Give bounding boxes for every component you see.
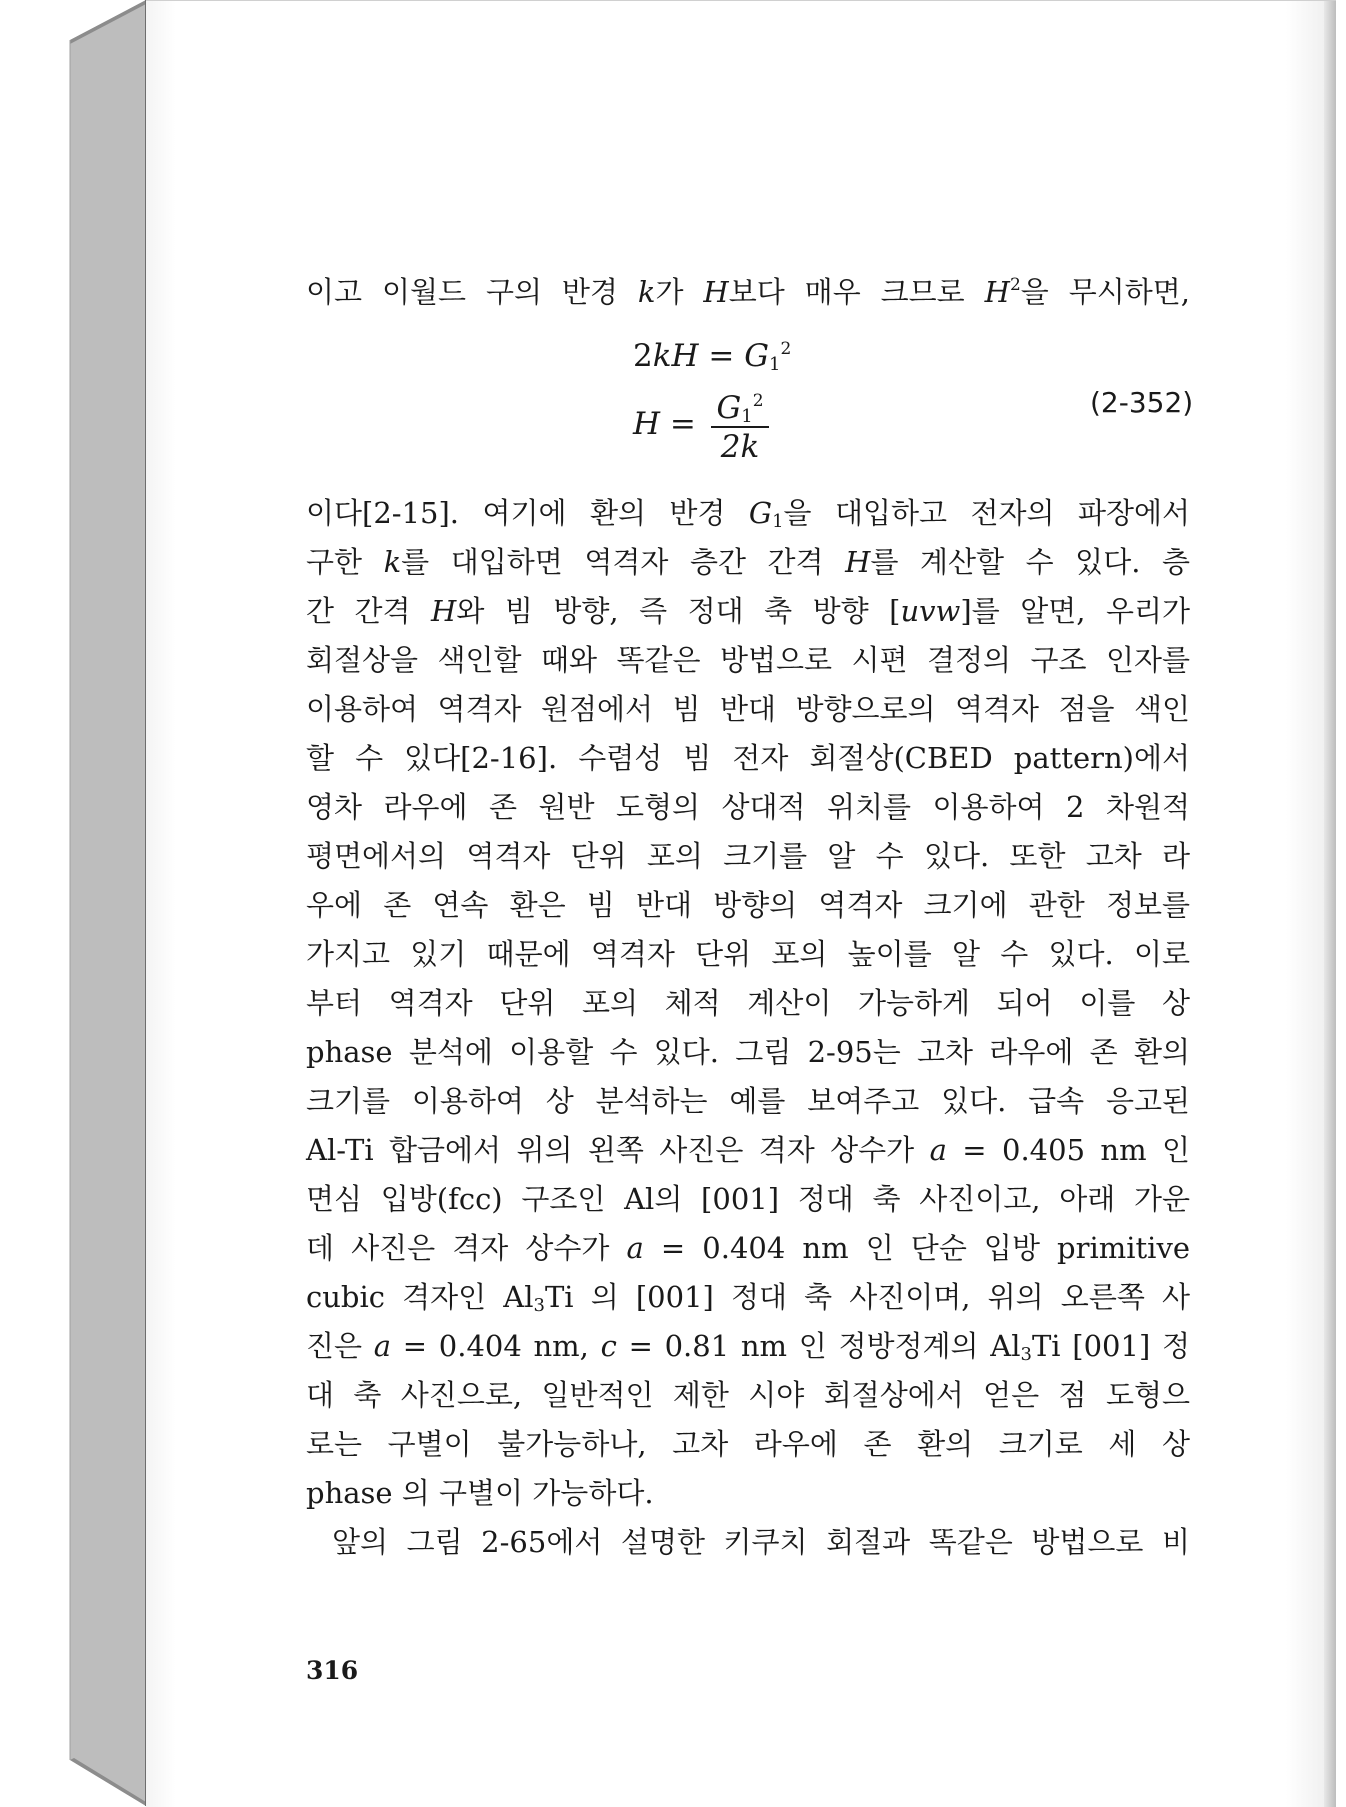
para-line-22: 앞의 그림 2-65에서 설명한 키쿠치 회절과 똑같은 방법으로 비 [332,1525,1190,1559]
para-line-4: 회절상을 색인할 때와 똑같은 방법으로 시편 결정의 구조 인자를 [306,643,1190,677]
paragraph-main [306,489,1190,1567]
para-line-1: 이다[2-15]. 여기에 환의 반경 $G_1$을 대입하고 전자의 파장에서 [306,496,1191,532]
para-line-19: 대 축 사진으로, 일반적인 제한 시야 회절상에서 얻은 점 도형으 [306,1378,1190,1412]
para-line-2: 구한 k를 대입하면 역격자 층간 간격 H를 계산할 수 있다. 층 [306,545,1190,579]
page-right-shadow [1324,1,1336,1807]
para-line-14: Al-Ti 합금에서 위의 왼쪽 사진은 격자 상수가 a = 0.405 nm 인 [306,1133,1190,1167]
para-line-3: 간 간격 H와 빔 방향, 즉 정대 축 방향 [uvw]를 알면, 우리가 [306,594,1191,628]
equation-line-1: $2kH = G_1^2$ [633,338,792,375]
para-line-21: phase 의 구별이 가능하다. [306,1476,654,1510]
para-line-5: 이용하여 역격자 원점에서 빔 반대 방향으로의 역격자 점을 색인 [306,692,1190,726]
para-line-20: 로는 구별이 불가능하나, 고차 라우에 존 환의 크기로 세 상 [306,1427,1190,1461]
equation-number: (2-352) [1090,386,1194,419]
para-line-18: 진은 a = 0.404 nm, c = 0.81 nm 인 정방정계의 $Al_3Ti$ [001] 정 [306,1329,1190,1365]
para-line-7: 영차 라우에 존 원반 도형의 상대적 위치를 이용하여 2 차원적 [306,790,1190,824]
equation-fraction: $G_1^2$ 2k [711,392,769,464]
para-line-16: 데 사진은 격자 상수가 a = 0.404 nm 인 단순 입방 primitive [306,1231,1191,1265]
para-line-13: 크기를 이용하여 상 분석하는 예를 보여주고 있다. 급속 응고된 [306,1084,1190,1118]
para-line-6: 할 수 있다[2-16]. 수렴성 빔 전자 회절상(CBED pattern)에서 [306,741,1190,775]
para-line-9: 우에 존 연속 환은 빔 반대 방향의 역격자 크기에 관한 정보를 [306,888,1190,922]
text-line-1: 이고 이월드 구의 반경 k가 H보다 매우 크므로 $H^2$을 무시하면, [306,275,1190,309]
page-number: 316 [306,1656,359,1685]
para-line-8: 평면에서의 역격자 단위 포의 크기를 알 수 있다. 또한 고차 라 [306,839,1190,873]
page-text [306,268,1190,317]
para-line-15: 면심 입방(fcc) 구조인 Al의 [001] 정대 축 사진이고, 아래 가운 [306,1182,1190,1216]
para-line-11: 부터 역격자 단위 포의 체적 계산이 가능하게 되어 이를 상 [306,986,1190,1020]
para-line-10: 가지고 있기 때문에 역격자 단위 포의 높이를 알 수 있다. 이로 [306,937,1190,971]
para-line-12: phase 분석에 이용할 수 있다. 그림 2-95는 고차 라우에 존 환의 [306,1035,1190,1069]
book-edge [0,0,150,1806]
para-line-17: cubic 격자인 $Al_3Ti$ 의 [001] 정대 축 사진이며, 위의 오른쪽 사 [306,1280,1190,1316]
